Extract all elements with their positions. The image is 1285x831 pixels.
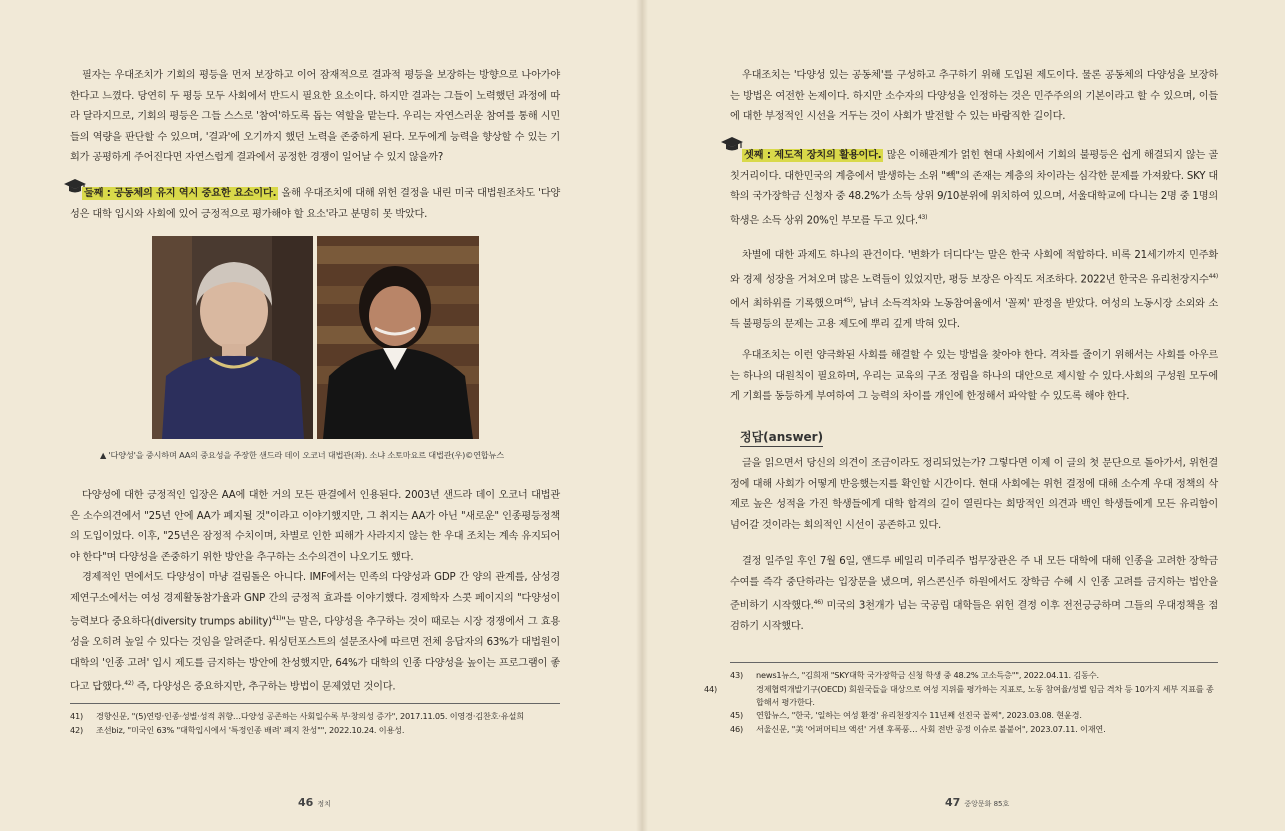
footnote-ref-46[interactable]: 46) [813, 599, 824, 607]
paragraph-polarized-society: 우대조치는 이런 양극화된 사회를 해결할 수 있는 방법을 찾아야 한다. 격차를 줄이기 위해서는 사회를 아우르는 하나의 대원칙이 필요하며, 우리는 교육의 구조 정립을 하나의 대안으로 제시할 수 있다.사회의 구성원 모두에게 기회를 동등하게 부여하여 그 능력의 차이를 개인에 한정해서 파악할 수 있도록 해야 한다. [730, 350, 1218, 403]
footnote-46: 46) 서울신문, "美 '어퍼머티브 액션' 거센 후폭풍… 사회 전반 공정 이슈로 불붙어", 2023.07.11. 이재연. [730, 724, 1106, 734]
page-number-left: 46 정치 [298, 796, 331, 809]
paragraph-discrimination: 차별에 대한 과제도 하나의 관건이다. '변화가 더디다'는 말은 한국 사회에 적합하다. 비록 21세기까지 민주화와 경제 성장을 거쳐오며 많은 노력들이 있었지만, 평등 보장은 아직도 저조하다. 2022년 한국은 유리천장지수$^{44)}$에서 최하위를 기록했으며$^{45)}$, 남녀 소득격차와 노동참여율에서 '꼴찌' 판정을 받았다. 여성의 노동시장 소외와 소득 불평등의 문제는 고용 제도에 뿌리 깊게 박혀 있다. [730, 250, 1218, 330]
photo-pair [152, 236, 479, 439]
paragraph-opportunity-equality: 필자는 우대조치가 기회의 평등을 먼저 보장하고 이어 잠재적으로 결과적 평등을 보장하는 방향으로 나아가야 한다고 느꼈다. 당연히 두 평등 모두 사회에서 반드시 필요한 요소이다. 하지만 결과는 그들이 노력했던 과정에 따라 달라지므로, 기회의 평등은 그들 스스로 '참여'하도록 돕는 역할을 맡는다. 우리는 자연스러운 참여를 통해 시민들의 역량을 판단할 수 있으며, '결과'에 오기까지 했던 노력을 존중하게 된다. 모두에게 능력을 향상할 수 있는 기회가 공평하게 주어진다면 자연스럽게 결과에서 공정한 경쟁이 일어날 수 있지 않을까? [70, 70, 560, 164]
footnote-ref-45[interactable]: 45) [843, 296, 853, 304]
paragraph-institutional: 셋째 : 제도적 장치의 활용이다. 많은 이해관계가 얽힌 현대 사회에서 기회의 불평등은 쉽게 해결되지 않는 골칫거리이다. 대한민국의 계층에서 발생하는 소위 "빽"의 존재는 계층의 차이라는 심각한 문제를 가져왔다. SKY 대학의 국가장학금 신청자 중 48.2%가 소득 상위 9/10분위에 위치하여 있으며, 서울대학교에 다니는 2명 중 1명의 학생은 소득 상위 20%인 부모를 두고 있다.$^{43)}$ [730, 150, 1219, 227]
right-page [642, 0, 1285, 831]
highlight-third-point: 셋째 : 제도적 장치의 활용이다. [744, 150, 882, 161]
footnote-divider [70, 703, 560, 704]
paragraph-answer: 글을 읽으면서 당신의 의견이 조금이라도 정리되었는가? 그렇다면 이제 이 글의 첫 문단으로 돌아가서, 위헌결정에 대해 사회가 어떻게 반응했는지를 확인할 시간이다. 현대 사회에는 위헌 결정에 대해 소수계 우대 정책의 삭제로 높은 성적을 가진 학생들에게 대학 합격의 길이 열린다는 희망적인 의견과 백인 학생들에게 모든 유리함이 넘어갈 것이라는 회의적인 시선이 공존하고 있다. [730, 458, 1218, 531]
photo-caption: ▲ '다양성'을 중시하며 AA의 중요성을 주장한 샌드라 데이 오코너 대법관(좌). 소냐 소토마요르 대법관(우)©연합뉴스 [100, 450, 504, 460]
footnote-ref-42[interactable]: 42) [124, 680, 134, 688]
photo-sonia-sotomayor [317, 236, 479, 439]
footnote-41: 41) 경향신문, "(5)연령·인종·성별·성적 취향…다양성 공존하는 사회일수록 부·창의성 증가", 2017.11.05. 이영경·김찬호·유설희 [70, 711, 524, 721]
page-number-right: 47 중앙문화 85호 [945, 796, 1010, 809]
footnote-44: 44) 경제협력개발기구(OECD) 회원국들을 대상으로 여성 지위를 평가하는 지표로, 노동 참여율/성별 임금 격차 등 10가지 세부 지표를 종합해서 평가한다. [704, 684, 1214, 707]
footnote-ref-44[interactable]: 44) [1208, 272, 1218, 280]
paragraph-community: 둘째 : 공동체의 유지 역시 중요한 요소이다. 올해 우대조치에 대해 위헌 결정을 내린 미국 대법원조차도 '다양성은 대학 입시와 사회에 있어 긍정적으로 평가해야 할 요소'라고 분명히 못 박았다. [70, 188, 560, 220]
answer-heading: 정답(answer) [740, 428, 823, 447]
footnote-ref-43[interactable]: 43) [917, 213, 928, 221]
photo-sandra-day-oconnor [152, 236, 313, 439]
footnote-divider [730, 662, 1218, 663]
paragraph-aftermath: 결정 일주일 후인 7월 6일, 앤드루 베일리 미주리주 법무장관은 주 내 모든 대학에 대해 인종을 고려한 장학금 수여를 즉각 중단하라는 입장문을 냈으며, 위스콘신주 하원에서도 장학금 수혜 시 인종 고려를 금지하는 법안을 준비하기 시작했다.$^{46)}$ 미국의 3천개가 넘는 국공립 대학들은 위헌 결정 이후 전전긍긍하며 그들의 우대정책을 점검하기 시작했다. [730, 556, 1218, 633]
footnote-42: 42) 조선biz, "미국인 63% "대학입시에서 '특정인종 배려' 폐지 찬성"", 2022.10.24. 이용성. [70, 725, 405, 735]
paragraph-court-rulings: 다양성에 대한 긍정적인 입장은 AA에 대한 거의 모든 판결에서 인용된다. 2003년 샌드라 데이 오코너 대법관은 소수의견에서 "25년 안에 AA가 폐지될 것"이라고 이야기했지만, 그 취지는 AA가 아닌 "새로운" 인종평등정책의 도입이었다. 이후, "25년은 잠정적 수치이며, 차별로 인한 피해가 사라지지 않는 한 우대 조치는 계속 유지되어야 한다"며 다양성을 존중하기 위한 방안을 추구하는 소수의견이 나오기도 했다. [70, 490, 560, 563]
footnote-43: 43) news1뉴스, "김희재 "SKY대학 국가장학금 신청 학생 중 48.2% 고소득층"", 2022.04.11. 김동수. [730, 670, 1099, 680]
footnote-ref-41[interactable]: 41) [271, 615, 282, 623]
paragraph-diverse-community: 우대조치는 '다양성 있는 공동체'를 구성하고 추구하기 위해 도입된 제도이다. 물론 공동체의 다양성을 보장하는 방법은 여전한 논제이다. 하지만 소수자의 다양성을 인정하는 것은 민주주의의 기본이라고 할 수 있으며, 이들에 대한 부정적인 시선을 거두는 것이 사회가 발전할 수 있는 바람직한 길이다. [730, 70, 1218, 123]
left-page [0, 0, 642, 831]
paragraph-economy: 경제적인 면에서도 다양성이 마냥 걸림돌은 아니다. IMF에서는 민족의 다양성과 GDP 간 양의 관계를, 삼성경제연구소에서는 여성 경제활동참가율과 GNP 간의 긍정적 효과를 이야기했다. 경제학자 스콧 페이지의 "다양성이 능력보다 중요하다(diversity trumps ability)$^{41)}$"는 말은, 다양성을 추구하는 것이 때로는 시장 경쟁에서 그 효용성을 오히려 높일 수 있다는 것임을 알려준다. 워싱턴포스트의 설문조사에 따르면 전체 응답자의 63%가 대법원이 대학의 '인종 고려' 입시 제도를 금지하는 방안에 찬성했지만, 64%가 대학의 인종 다양성을 높이는 프로그램이 좋다고 답했다.$^{42)}$ 즉, 다양성은 중요하지만, 추구하는 방법이 문제였던 것이다. [70, 572, 560, 693]
footnote-45: 45) 연합뉴스, "한국, '일하는 여성 환경' 유리천장지수 11년째 선진국 꼴찌", 2023.03.08. 현윤경. [730, 710, 1082, 720]
book-gutter [636, 0, 648, 831]
highlight-second-point: 둘째 : 공동체의 유지 역시 중요한 요소이다. [84, 188, 277, 199]
